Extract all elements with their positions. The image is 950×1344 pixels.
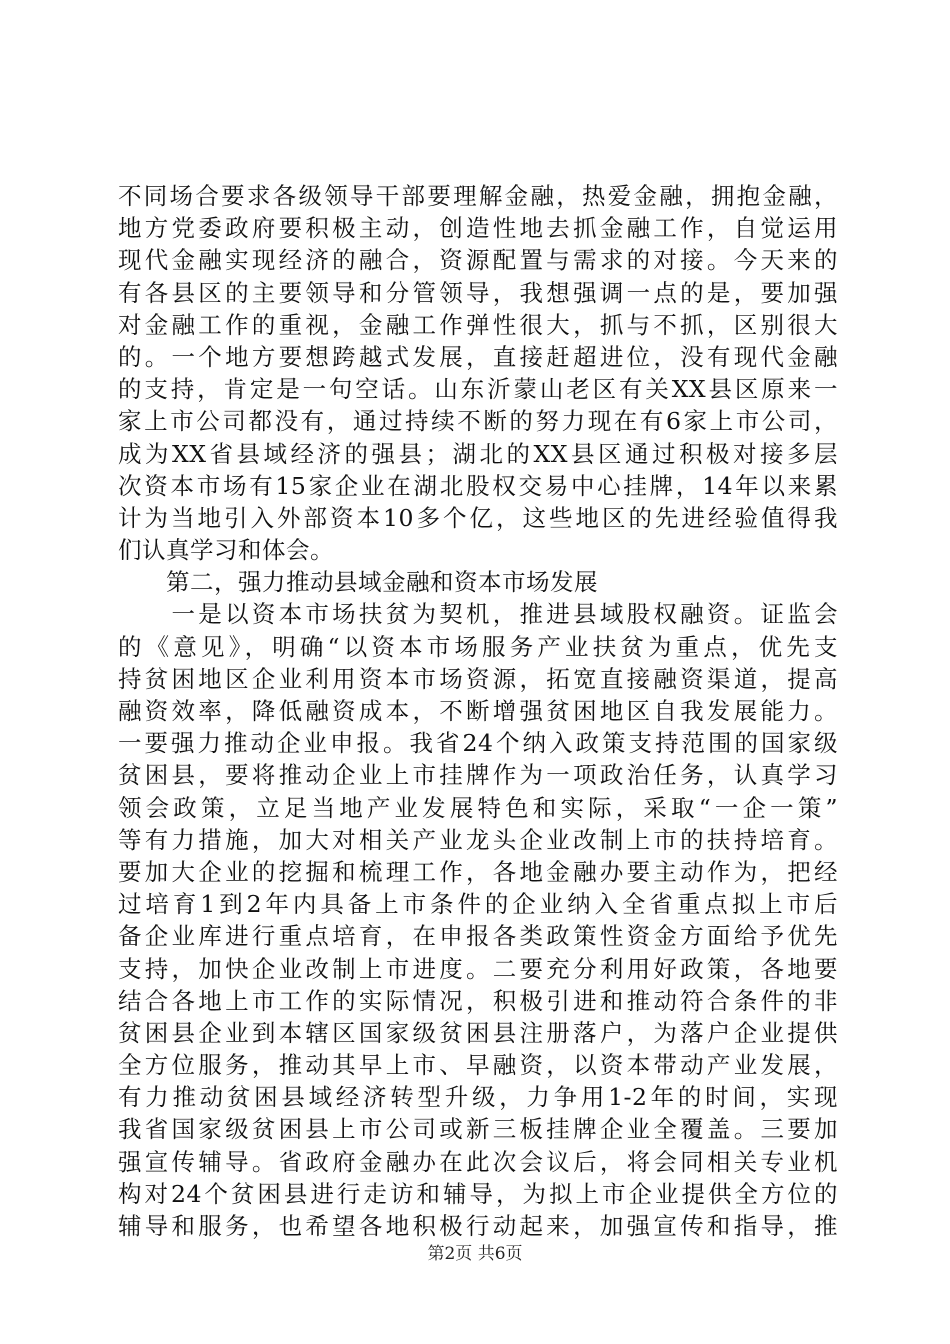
text-line: 我省国家级贫困县上市公司或新三板挂牌企业全覆盖。三要加 xyxy=(118,1115,838,1144)
text-line: 全方位服务，推动其早上市、早融资，以资本带动产业发展， xyxy=(118,1051,838,1080)
text-line: 地方党委政府要积极主动，创造性地去抓金融工作，自觉运用 xyxy=(118,214,838,243)
text-line: 备企业库进行重点培育，在申报各类政策性资金方面给予优先 xyxy=(118,922,838,951)
text-line: 要加大企业的挖掘和梳理工作，各地金融办要主动作为，把经 xyxy=(118,857,838,886)
text-line: 贫困县企业到本辖区国家级贫困县注册落户，为落户企业提供 xyxy=(118,1018,838,1047)
section-heading: 第二，强力推动县域金融和资本市场发展 xyxy=(118,568,598,597)
text-line: 家上市公司都没有，通过持续不断的努力现在有6家上市公司， xyxy=(118,407,838,436)
text-line: 有力推动贫困县域经济转型升级，力争用1-2年的时间，实现 xyxy=(118,1083,838,1112)
text-line: 有各县区的主要领导和分管领导，我想强调一点的是，要加强 xyxy=(118,278,838,307)
text-line: 计为当地引入外部资本10多个亿，这些地区的先进经验值得我 xyxy=(118,503,838,532)
text-line: 领会政策，立足当地产业发展特色和实际，采取“一企一策” xyxy=(118,793,838,822)
text-line: 结合各地上市工作的实际情况，积极引进和推动符合条件的非 xyxy=(118,986,838,1015)
text-line: 的。一个地方要想跨越式发展，直接赶超进位，没有现代金融 xyxy=(118,342,838,371)
text-line: 过培育1到2年内具备上市条件的企业纳入全省重点拟上市后 xyxy=(118,890,838,919)
text-line: 现代金融实现经济的融合，资源配置与需求的对接。今天来的 xyxy=(118,246,838,275)
text-line: 们认真学习和体会。 xyxy=(118,536,334,565)
text-line: 持贫困地区企业利用资本市场资源，拓宽直接融资渠道，提高 xyxy=(118,664,838,693)
text-line: 构对24个贫困县进行走访和辅导，为拟上市企业提供全方位的 xyxy=(118,1179,838,1208)
text-line: 一要强力推动企业申报。我省24个纳入政策支持范围的国家级 xyxy=(118,729,838,758)
page-footer: 第2页 共6页 xyxy=(427,1244,523,1264)
text-line: 一是以资本市场扶贫为契机，推进县域股权融资。证监会 xyxy=(118,600,838,629)
body-text xyxy=(118,180,838,1242)
text-line: 强宣传辅导。省政府金融办在此次会议后，将会同相关专业机 xyxy=(118,1147,838,1176)
text-line: 对金融工作的重视，金融工作弹性很大，抓与不抓，区别很大 xyxy=(118,310,838,339)
text-line: 等有力措施，加大对相关产业龙头企业改制上市的扶持培育。 xyxy=(118,825,838,854)
text-line: 辅导和服务，也希望各地积极行动起来，加强宣传和指导，推 xyxy=(118,1212,838,1240)
text-line: 次资本市场有15家企业在湖北股权交易中心挂牌，14年以来累 xyxy=(118,471,838,500)
text-line: 的《意见》，明确“以资本市场服务产业扶贫为重点，优先支 xyxy=(118,632,838,661)
text-line: 的支持，肯定是一句空话。山东沂蒙山老区有关XX县区原来一 xyxy=(118,375,838,404)
text-line: 融资效率，降低融资成本，不断增强贫困地区自我发展能力。 xyxy=(118,697,838,725)
text-line: 不同场合要求各级领导干部要理解金融，热爱金融，拥抱金融， xyxy=(118,182,838,210)
text-line: 贫困县，要将推动企业上市挂牌作为一项政治任务，认真学习 xyxy=(118,761,838,790)
text-line: 支持，加快企业改制上市进度。二要充分利用好政策，各地要 xyxy=(118,954,838,983)
text-line: 成为XX省县域经济的强县；湖北的XX县区通过积极对接多层 xyxy=(118,439,838,468)
